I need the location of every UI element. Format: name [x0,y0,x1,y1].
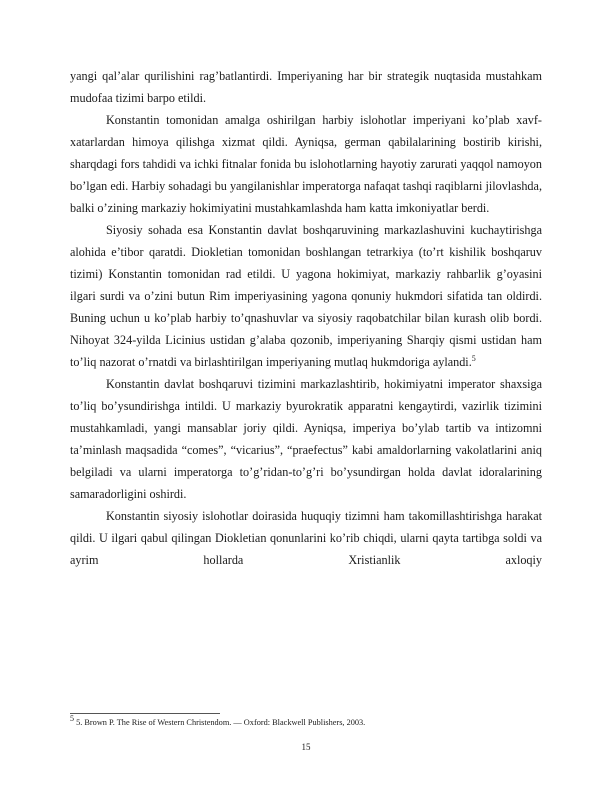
paragraph-3-text: Siyosiy sohada esa Konstantin davlat boshqaruvining markazlashuvini kuchaytirishga alohida e’tibor qaratdi. Diokletian tomonidan boshlangan tetrarkiya (to’rt kishilik boshqaruv tizimi) Konstantin tomonidan rad etildi. U yagona hokimiyat, markaziy rahbarlik g’oyasini ilgari surdi va o’zini butun Rim imperiyasining yagona qonuniy hukmdori sifatida tan oldirdi. Buning uchun u ko’plab harbiy to’qnashuvlar va siyosiy raqobatchilar bilan kurash olib bordi. Nihoyat 324-yilda Licinius ustidan g’alaba qozonib, imperiyaning Sharqiy qismi ustidan ham to’liq nazorat o’rnatdi va birlashtirilgan imperiyaning mutlaq hukmdoriga aylandi. [70,223,542,369]
footnote-divider [70,713,220,714]
paragraph-4: Konstantin davlat boshqaruvi tizimini markazlashtirib, hokimiyatni imperator shaxsiga to’liq bo’ysundirishga intildi. U markaziy byurokratik apparatni kengaytirdi, vazirlik tizimini mustahkamladi, yangi mansablar joriy qildi. Ayniqsa, imperiya bo’ylab tartib va intizomni ta’minlash maqsadida “comes”, “vicarius”, “praefectus” kabi amaldorlarning vakolatlarini aniq belgiladi va ularni imperatorga to’g’ridan-to’g’ri bo’ysundirgan holda davlat idoralarining samaradorligini oshirdi. [70,377,542,501]
footnote-marker: 5 [70,714,74,724]
paragraph-2: Konstantin tomonidan amalga oshirilgan harbiy islohotlar imperiyani ko’plab xavf-xatarlardan himoya qilishga xizmat qildi. Ayniqsa, german qabilalarining bostirib kirishi, sharqdagi fors tahdidi va ichki fitnalar fonida bu islohotlarning hayotiy zarurati yaqqol namoyon bo’lgan edi. Harbiy sohadagi bu yangilanishlar imperatorga nafaqat tashqi raqiblarni jilovlashda, balki o’zining markaziy hokimiyatini mustahkamlashda ham katta imkoniyatlar berdi. [70,113,542,215]
footnote [70,714,542,727]
footnote-reference[interactable]: 5 [471,353,476,363]
paragraph-1: yangi qal’alar qurilishini rag’batlantirdi. Imperiyaning har bir strategik nuqtasida mustahkam mudofaa tizimi barpo etildi. [70,69,542,105]
body-text [70,65,542,571]
footnote-text: 5. Brown P. The Rise of Western Christendom. — Oxford: Blackwell Publishers, 2003. [76,718,366,727]
paragraph-5: Konstantin siyosiy islohotlar doirasida huquqiy tizimni ham takomillashtirishga harakat qildi. U ilgari qabul qilingan Diokletian qonunlarini ko’rib chiqdi, ularni qayta tartibga soldi va ayrim hollarda Xristianlik axloqiy [70,509,542,567]
page-number: 15 [301,742,311,752]
paragraph-3 [70,219,542,373]
